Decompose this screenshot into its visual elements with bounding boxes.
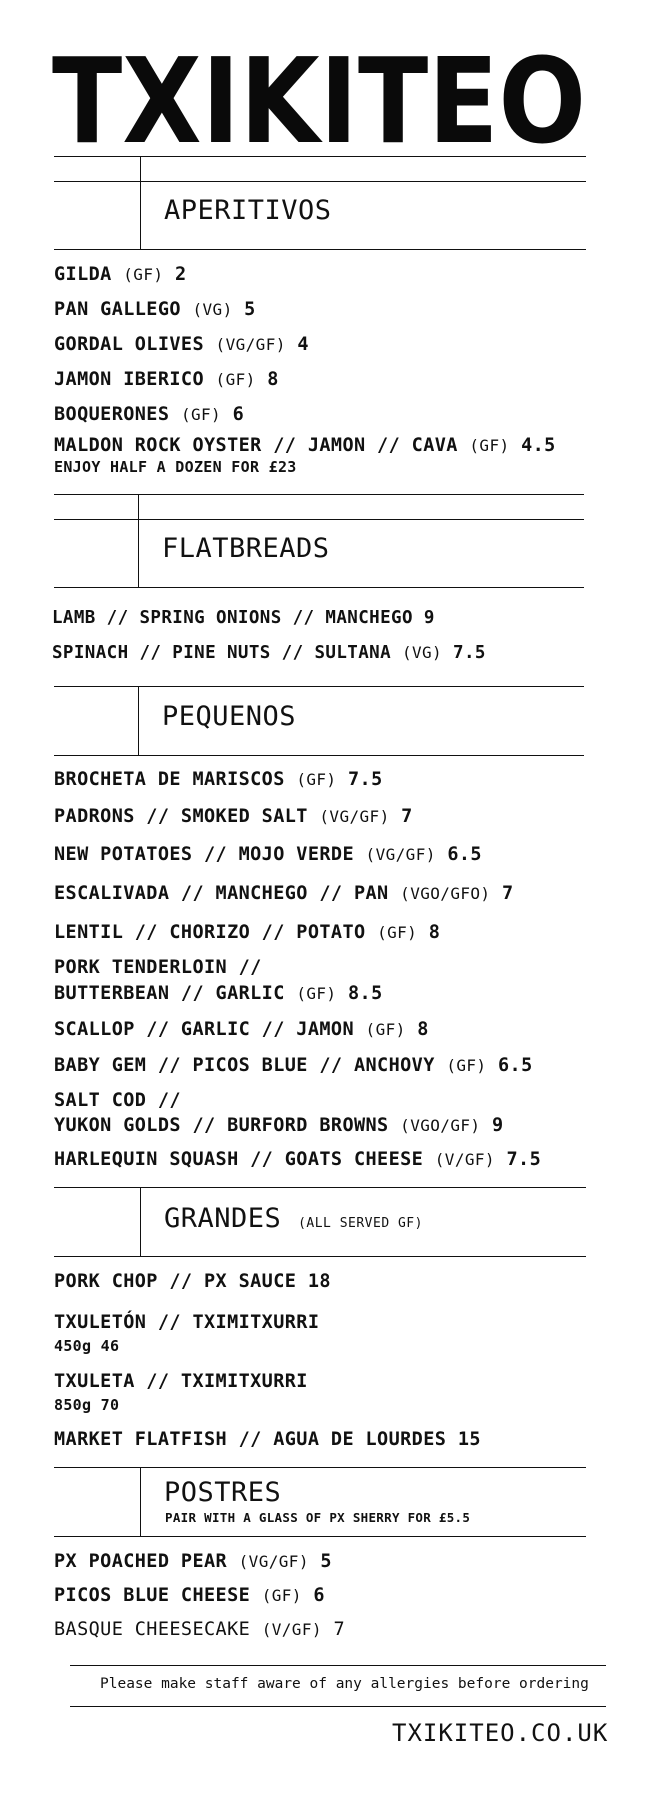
menu-item (54, 769, 383, 790)
divider (54, 1187, 586, 1188)
item-name: SPINACH // PINE NUTS // SULTANA (52, 643, 392, 663)
item-price: 7 (401, 806, 413, 827)
dietary-tag: (GF) (296, 770, 337, 789)
dietary-tag: (GF) (377, 923, 418, 942)
divider (70, 1665, 606, 1666)
menu-item (54, 299, 256, 320)
menu-item (54, 883, 514, 904)
item-price: 7.5 (348, 769, 383, 790)
item-price: 5 (244, 299, 256, 320)
dietary-tag: (VG/GF) (365, 845, 436, 864)
item-name: PORK CHOP // PX SAUCE (54, 1271, 297, 1292)
item-price: 8 (428, 922, 441, 943)
dietary-tag: (GF) (446, 1056, 487, 1075)
menu-item (54, 1585, 325, 1606)
item-name: PX POACHED PEAR (54, 1551, 228, 1572)
postres-note: PAIR WITH A GLASS OF PX SHERRY FOR £5.5 (165, 1510, 471, 1525)
divider (54, 587, 584, 588)
item-name: MALDON ROCK OYSTER // JAMON // CAVA (54, 435, 458, 456)
dietary-tag: (V/GF) (261, 1620, 322, 1639)
divider (140, 1187, 141, 1257)
item-name: NEW POTATOES // MOJO VERDE (54, 844, 354, 865)
item-detail: 850g 70 (54, 1396, 120, 1414)
divider (54, 1256, 586, 1257)
dietary-tag: (VGO/GF) (400, 1116, 481, 1135)
section-heading-grandes (164, 1203, 423, 1234)
menu-item (52, 608, 435, 628)
menu-item-line1: SALT COD // (54, 1090, 181, 1111)
item-price: 6 (313, 1585, 325, 1606)
menu-item (54, 1115, 504, 1136)
divider (54, 1467, 586, 1468)
item-price: 2 (174, 264, 187, 285)
item-detail: 450g 46 (54, 1337, 120, 1355)
item-name: PAN GALLEGO (54, 299, 181, 320)
menu-item (54, 983, 383, 1004)
menu-item (54, 435, 556, 456)
divider (54, 156, 586, 157)
item-name: BASQUE CHEESECAKE (54, 1619, 251, 1640)
section-heading-pequenos: PEQUENOS (162, 701, 297, 732)
dietary-tag: (GF) (215, 370, 256, 389)
item-name: PADRONS // SMOKED SALT (54, 806, 308, 827)
menu-item (54, 1551, 332, 1572)
item-price: 4 (297, 334, 309, 355)
item-name: PICOS BLUE CHEESE (54, 1585, 251, 1606)
item-name: YUKON GOLDS // BURFORD BROWNS (54, 1115, 389, 1136)
menu-item (54, 1271, 331, 1292)
item-price: 9 (491, 1115, 504, 1136)
menu-item (54, 1619, 345, 1640)
item-price: 15 (457, 1429, 481, 1450)
dietary-tag: (GF) (261, 1586, 302, 1605)
item-price: 18 (307, 1271, 331, 1292)
dietary-tag: (VG/GF) (215, 335, 286, 354)
item-name: MARKET FLATFISH // AGUA DE LOURDES (54, 1429, 447, 1450)
item-price: 6.5 (498, 1055, 533, 1076)
menu-item: TXULETÓN // TXIMITXURRI (54, 1312, 320, 1333)
item-price: 6 (232, 404, 245, 425)
item-name: GORDAL OLIVES (54, 334, 204, 355)
divider (54, 249, 586, 250)
item-name: LAMB // SPRING ONIONS // MANCHEGO (52, 608, 413, 628)
menu-item (54, 806, 413, 827)
divider (54, 686, 584, 687)
website-link[interactable]: TXIKITEO.CO.UK (392, 1719, 609, 1747)
divider (138, 686, 139, 756)
item-price: 7.5 (506, 1149, 542, 1170)
dietary-tag: (GF) (469, 436, 510, 455)
section-heading-aperitivos: APERITIVOS (164, 195, 332, 226)
item-name: HARLEQUIN SQUASH // GOATS CHEESE (54, 1149, 424, 1170)
item-price: 6.5 (447, 844, 482, 865)
item-name: BOQUERONES (54, 404, 170, 425)
menu-item (54, 264, 186, 285)
menu-item (54, 1149, 541, 1170)
menu-item: TXULETA // TXIMITXURRI (54, 1371, 308, 1392)
oyster-offer-note: ENJOY HALF A DOZEN FOR £23 (54, 458, 297, 476)
item-name: SCALLOP // GARLIC // JAMON (54, 1019, 354, 1040)
item-name: ESCALIVADA // MANCHEGO // PAN (54, 883, 389, 904)
menu-item (54, 922, 440, 943)
item-price: 9 (423, 608, 435, 628)
section-heading-postres: POSTRES (164, 1477, 282, 1508)
divider (54, 1536, 586, 1537)
item-price: 7.5 (453, 643, 486, 663)
dietary-tag: (GF) (296, 984, 337, 1003)
divider (140, 1467, 141, 1537)
menu-item (54, 1055, 533, 1076)
brand-logo-text: TXIKITEO (52, 32, 586, 170)
menu-item (52, 643, 486, 663)
dietary-tag: (VG/GF) (319, 807, 390, 826)
menu-item (54, 1429, 481, 1450)
dietary-tag: (VG/GF) (238, 1552, 309, 1571)
divider (54, 519, 584, 520)
divider (54, 181, 586, 182)
dietary-tag: (GF) (365, 1020, 406, 1039)
item-name: JAMON IBERICO (54, 369, 204, 390)
item-price: 8 (417, 1019, 429, 1040)
item-price: 8.5 (348, 983, 383, 1004)
dietary-tag: (VG) (192, 300, 233, 319)
item-price: 8 (267, 369, 279, 390)
item-name: BUTTERBEAN // GARLIC (54, 983, 285, 1004)
item-name: BROCHETA DE MARISCOS (54, 769, 285, 790)
item-price: 7 (333, 1619, 345, 1640)
menu-item (54, 1019, 429, 1040)
item-price: 5 (320, 1551, 332, 1572)
divider (70, 1706, 606, 1707)
menu-item-line1: PORK TENDERLOIN // (54, 957, 262, 978)
divider (138, 494, 139, 588)
item-price: 7 (502, 883, 514, 904)
dietary-tag: (GF) (123, 265, 164, 284)
item-price: 4.5 (521, 435, 556, 456)
grandes-title: GRANDES (164, 1203, 282, 1234)
item-name: BABY GEM // PICOS BLUE // ANCHOVY (54, 1055, 435, 1076)
allergy-note: Please make staff aware of any allergies before ordering (100, 1676, 589, 1692)
dietary-tag: (VG) (401, 643, 443, 662)
brand-logo (52, 32, 592, 170)
dietary-tag: (V/GF) (434, 1150, 495, 1169)
menu-item (54, 404, 244, 425)
dietary-tag: (GF) (180, 405, 222, 424)
divider (140, 156, 141, 250)
menu-item (54, 369, 279, 390)
grandes-note: (ALL SERVED GF) (298, 1216, 423, 1231)
divider (54, 494, 584, 495)
menu-item (54, 844, 482, 865)
item-name: GILDA (54, 264, 112, 285)
menu-item (54, 334, 309, 355)
dietary-tag: (VGO/GFO) (400, 884, 491, 903)
section-heading-flatbreads: FLATBREADS (162, 533, 330, 564)
item-name: LENTIL // CHORIZO // POTATO (54, 922, 366, 943)
divider (54, 755, 584, 756)
